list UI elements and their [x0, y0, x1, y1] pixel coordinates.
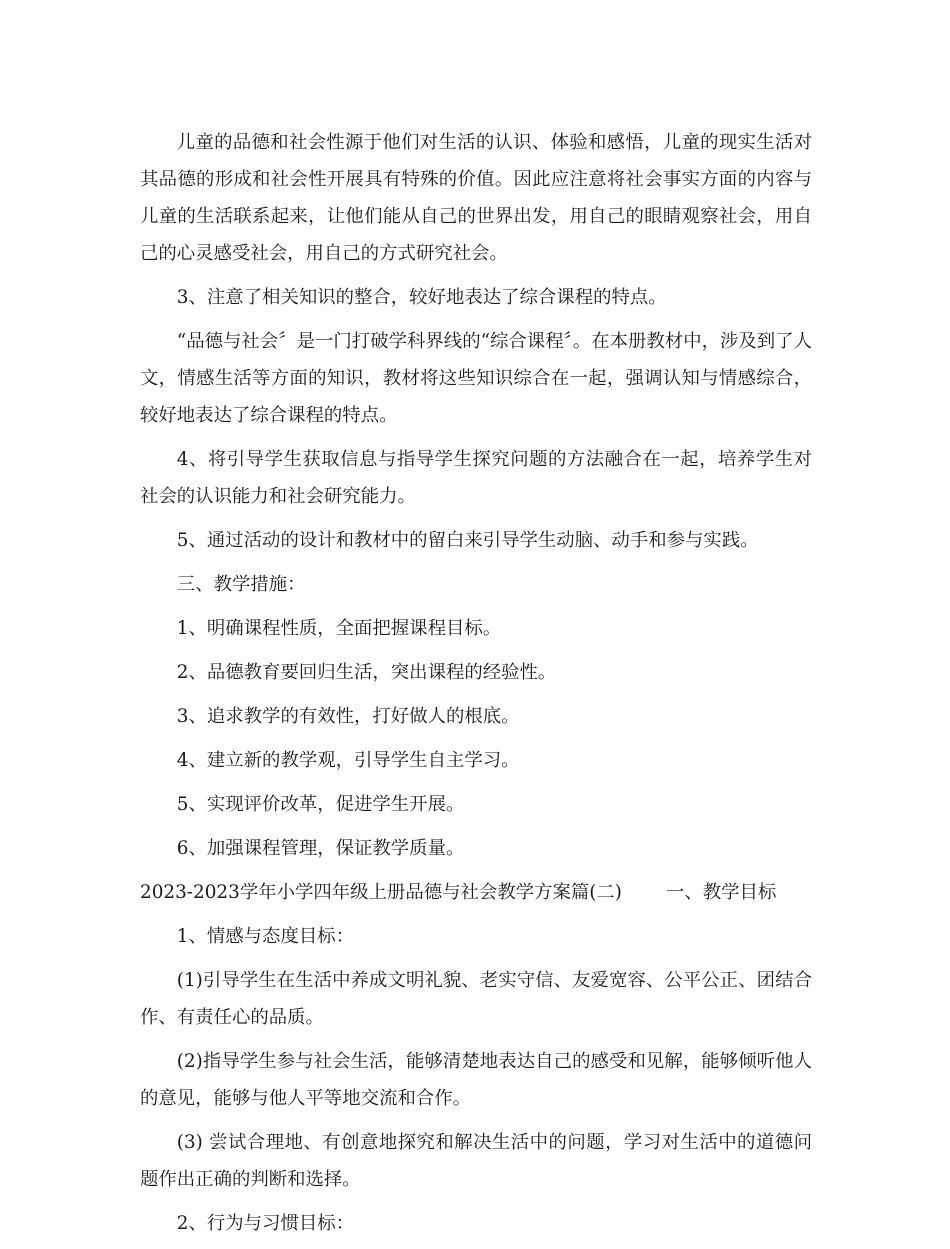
measure-item-3: 3、追求教学的有效性，打好做人的根底。 [176, 706, 520, 727]
measure-item-6: 6、加强课程管理，保证教学质量。 [176, 838, 465, 859]
paragraph-point-5: 5、通过活动的设计和教材中的留白来引导学生动脑、动手和参与实践。 [176, 530, 759, 551]
section-title: 2023-2023学年小学四年级上册品德与社会教学方案篇(二) [140, 882, 622, 903]
paragraph-point-3: 3、注意了相关知识的整合，较好地表达了综合课程的特点。 [176, 287, 667, 308]
goal-item-3: (3) 尝试合理地、有创意地探究和解决生活中的问题，学习对生活中的道德问题作出正确的判断和选择。 [140, 1132, 812, 1190]
section-subtitle: 一、教学目标 [665, 882, 777, 903]
measure-item-2: 2、品德教育要回归生活，突出课程的经验性。 [176, 662, 557, 683]
paragraph-children-morality: 儿童的品德和社会性源于他们对生活的认识、体验和感悟，儿童的现实生活对其品德的形成和社会性开展具有特殊的价值。因此应注意将社会事实方面的内容与儿童的生活联系起来，让他们能从自己的世界出发，用自己的眼睛观察社会，用自己的心灵感受社会，用自己的方式研究社会。 [140, 132, 812, 264]
paragraph-comprehensive-course: “品德与社会〞是一门打破学科界线的“综合课程〞。在本册教材中，涉及到了人文，情感生活等方面的知识，教材将这些知识综合在一起，强调认知与情感综合，较好地表达了综合课程的特点。 [140, 331, 812, 426]
heading-teaching-measures: 三、教学措施： [176, 574, 306, 595]
measure-item-5: 5、实现评价改革，促进学生开展。 [176, 794, 465, 815]
goal-item-1: (1)引导学生在生活中养成文明礼貌、老实守信、友爱宽容、公平公正、团结合作、有责任心的品质。 [140, 970, 812, 1028]
goal-item-2: (2)指导学生参与社会生活，能够清楚地表达自己的感受和见解，能够倾听他人的意见，能够与他人平等地交流和合作。 [140, 1051, 812, 1109]
measure-item-4: 4、建立新的教学观，引导学生自主学习。 [176, 750, 520, 771]
goal-heading-behavior: 2、行为与习惯目标： [176, 1213, 355, 1234]
measure-item-1: 1、明确课程性质，全面把握课程目标。 [176, 618, 502, 639]
goal-heading-emotion: 1、情感与态度目标： [176, 926, 355, 947]
document-body [140, 124, 812, 1249]
paragraph-point-4: 4、将引导学生获取信息与指导学生探究问题的方法融合在一起，培养学生对社会的认识能力和社会研究能力。 [140, 449, 812, 507]
section-title-row [140, 874, 812, 911]
